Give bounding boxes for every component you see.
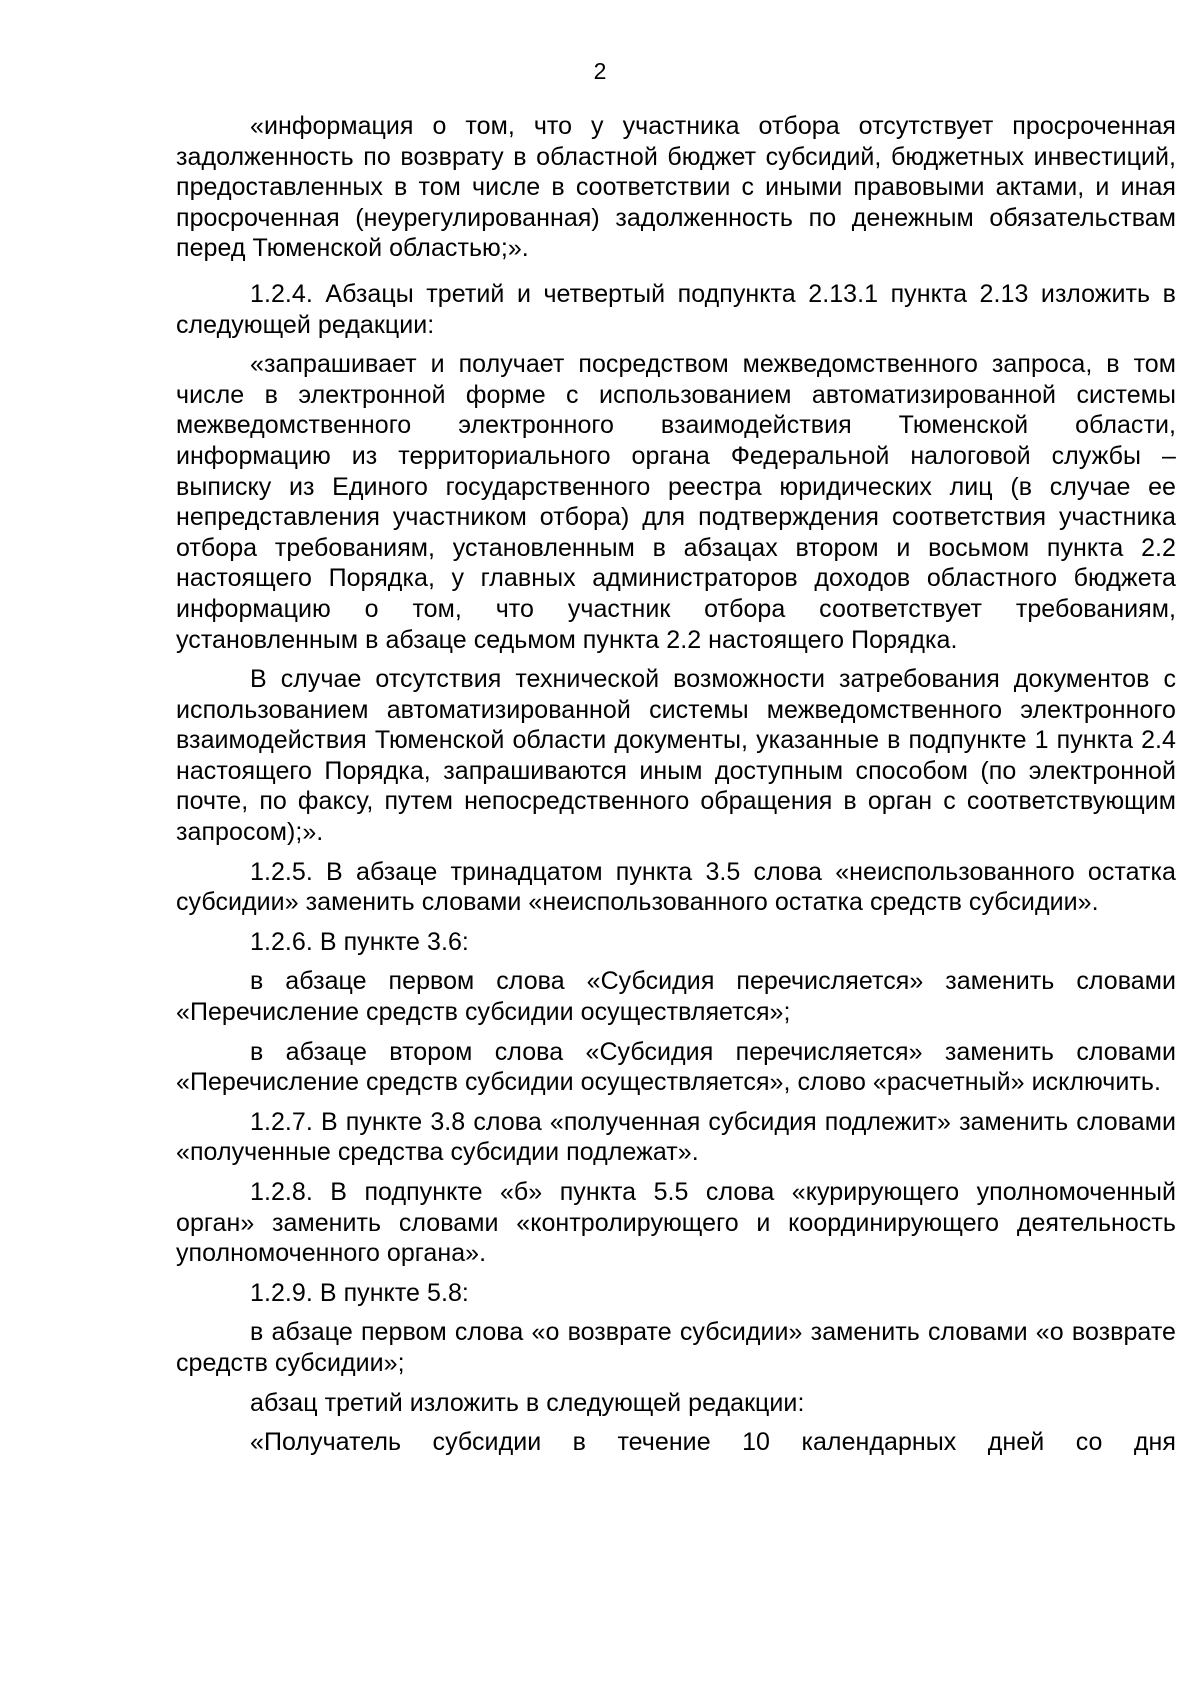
paragraph: В случае отсутствия технической возможности затребования документов с использованием автоматизированной системы межведомственного электронного взаимодействия Тюменской области документы, указанные в подпункте 1 пункта 2.4 настоящего Порядка, запрашиваются иным доступным способом (по электронной почте, по факсу, путем непосредственного обращения в орган с соответствующим запросом);».	[176, 665, 1176, 847]
paragraph: «Получатель субсидии в течение 10 календарных дней со дня	[250, 1428, 1176, 1457]
paragraph: 1.2.4. Абзацы третий и четвертый подпункта 2.13.1 пункта 2.13 изложить в следующей редакции:	[176, 279, 1176, 339]
paragraph: «запрашивает и получает посредством межведомственного запроса, в том числе в электронной форме с использованием автоматизированной системы межведомственного электронного взаимодействия Тюменской области, информацию из территориального органа Федеральной налоговой службы – выписку из Единого государственного реестра юридических лиц (в случае ее непредставления участником отбора) для подтверждения соответствия участника отбора требованиям, установленным в абзацах втором и восьмом пункта 2.2 настоящего Порядка, у главных администраторов доходов областного бюджета информацию о том, что участник отбора соответствует требованиям, установленным в абзаце седьмом пункта 2.2 настоящего Порядка.	[176, 350, 1176, 654]
paragraph: 1.2.5. В абзаце тринадцатом пункта 3.5 слова «неиспользованного остатка субсидии» заменить словами «неиспользованного остатка средств субсидии».	[176, 857, 1176, 917]
paragraph: абзац третий изложить в следующей редакции:	[250, 1388, 805, 1417]
paragraph: 1.2.7. В пункте 3.8 слова «полученная субсидия подлежит» заменить словами «полученные средства субсидии подлежат».	[176, 1107, 1176, 1167]
paragraph: в абзаце первом слова «Субсидия перечисляется» заменить словами «Перечисление средств субсидии осуществляется»;	[176, 967, 1176, 1027]
paragraph: 1.2.9. В пункте 5.8:	[250, 1278, 469, 1307]
paragraph: 1.2.6. В пункте 3.6:	[250, 927, 469, 956]
page-number: 2	[593, 58, 607, 84]
paragraph: «информация о том, что у участника отбора отсутствует просроченная задолженность по возврату в областной бюджет субсидий, бюджетных инвестиций, предоставленных в том числе в соответствии с иными правовыми актами, и иная просроченная (неурегулированная) задолженность по денежным обязательствам перед Тюменской областью;».	[176, 112, 1176, 263]
paragraph: 1.2.8. В подпункте «б» пункта 5.5 слова «курирующего уполномоченный орган» заменить словами «контролирующего и координирующего деятельность уполномоченного органа».	[176, 1178, 1176, 1268]
paragraph: в абзаце втором слова «Субсидия перечисляется» заменить словами «Перечисление средств субсидии осуществляется», слово «расчетный» исключить.	[176, 1037, 1176, 1097]
document-body	[176, 111, 1176, 1467]
paragraph: в абзаце первом слова «о возврате субсидии» заменить словами «о возврате средств субсидии»;	[176, 1318, 1176, 1377]
